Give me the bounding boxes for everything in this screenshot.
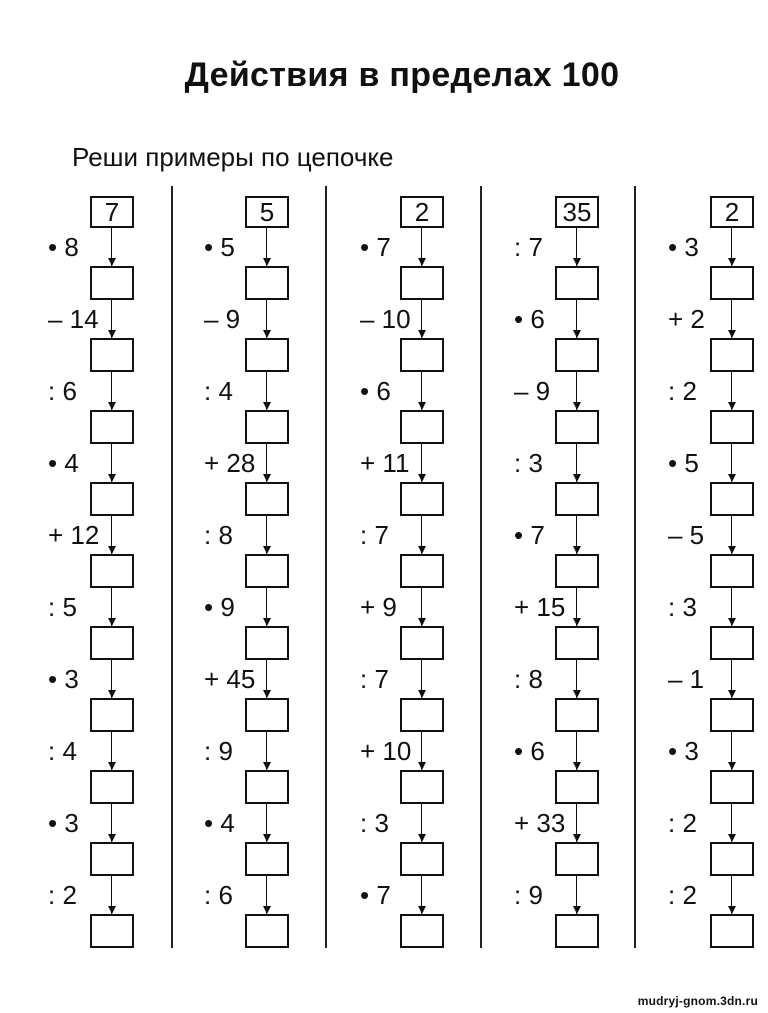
instruction-text: Реши примеры по цепочке (72, 142, 394, 172)
answer-box[interactable] (555, 266, 599, 300)
chain-operation: : 6 (48, 376, 77, 406)
chain-operation: + 28 (204, 448, 256, 478)
chain-operation: + 11 (360, 448, 410, 478)
chain-operation: – 1 (668, 664, 705, 694)
answer-box[interactable] (90, 482, 134, 516)
arrow-down-icon (263, 402, 271, 410)
chain-operation: : 7 (514, 232, 543, 262)
answer-box[interactable] (245, 698, 289, 732)
answer-box[interactable] (245, 266, 289, 300)
chain-operation: – 9 (204, 304, 241, 334)
chain-operation: – 5 (668, 520, 705, 550)
chain-operation: • 8 (48, 232, 79, 262)
arrow-down-icon (418, 546, 426, 554)
arrow-down-icon (108, 330, 116, 338)
answer-box[interactable] (245, 338, 289, 372)
column-divider (325, 186, 327, 948)
arrow-down-icon (418, 762, 426, 770)
answer-box[interactable] (400, 842, 444, 876)
site-watermark: mudryj-gnom.3dn.ru (637, 994, 758, 1008)
chain-operation: : 9 (514, 880, 543, 910)
chain-operation: + 2 (668, 304, 705, 334)
arrow-down-icon (728, 546, 736, 554)
arrow-down-icon (108, 906, 116, 914)
answer-box[interactable] (555, 338, 599, 372)
chain-operation: • 6 (360, 376, 391, 406)
arrow-down-icon (728, 762, 736, 770)
arrow-down-icon (263, 258, 271, 266)
arrow-down-icon (728, 690, 736, 698)
chain-operation: • 3 (48, 664, 79, 694)
arrow-down-icon (418, 258, 426, 266)
answer-box[interactable] (710, 266, 754, 300)
arrow-down-icon (418, 402, 426, 410)
arrow-down-icon (573, 834, 581, 842)
arrow-down-icon (573, 402, 581, 410)
arrow-down-icon (108, 618, 116, 626)
chain-operation: • 4 (204, 808, 235, 838)
column-divider (480, 186, 482, 948)
arrow-down-icon (108, 546, 116, 554)
chain-operation: : 3 (360, 808, 389, 838)
arrow-down-icon (263, 906, 271, 914)
answer-box[interactable] (400, 554, 444, 588)
answer-box[interactable] (710, 554, 754, 588)
chain-operation: : 2 (668, 376, 697, 406)
arrow-down-icon (108, 834, 116, 842)
column-divider (171, 186, 173, 948)
answer-box[interactable] (555, 482, 599, 516)
answer-box[interactable] (400, 482, 444, 516)
chain-operation: : 4 (204, 376, 233, 406)
chain-operation: • 7 (514, 520, 545, 550)
answer-box[interactable] (245, 842, 289, 876)
chain-operation: + 45 (204, 664, 256, 694)
answer-box[interactable] (400, 626, 444, 660)
arrow-down-icon (108, 762, 116, 770)
arrow-down-icon (728, 258, 736, 266)
chain-start-box: 2 (400, 196, 444, 228)
answer-box[interactable] (710, 770, 754, 804)
chain-operation: • 7 (360, 232, 391, 262)
answer-box[interactable] (555, 770, 599, 804)
answer-box[interactable] (400, 266, 444, 300)
chain-operation: • 4 (48, 448, 79, 478)
arrow-down-icon (418, 330, 426, 338)
answer-box[interactable] (710, 698, 754, 732)
answer-box[interactable] (555, 554, 599, 588)
answer-box[interactable] (400, 338, 444, 372)
arrow-down-icon (108, 474, 116, 482)
answer-box[interactable] (245, 410, 289, 444)
chain-operation: : 9 (204, 736, 233, 766)
chain-operation: : 5 (48, 592, 77, 622)
arrow-down-icon (573, 618, 581, 626)
chain-operation: • 6 (514, 304, 545, 334)
answer-box[interactable] (245, 770, 289, 804)
chain-start-box: 7 (90, 196, 134, 228)
chain-operation: • 5 (668, 448, 699, 478)
answer-box[interactable] (710, 914, 754, 948)
answer-box[interactable] (90, 914, 134, 948)
arrow-down-icon (263, 546, 271, 554)
arrow-down-icon (573, 906, 581, 914)
answer-box[interactable] (245, 626, 289, 660)
answer-box[interactable] (400, 698, 444, 732)
arrow-down-icon (573, 546, 581, 554)
answer-box[interactable] (555, 842, 599, 876)
arrow-down-icon (263, 618, 271, 626)
chain-operation: + 10 (360, 736, 412, 766)
arrow-down-icon (728, 330, 736, 338)
arrow-down-icon (728, 474, 736, 482)
arrow-down-icon (108, 402, 116, 410)
chain-operation: : 4 (48, 736, 77, 766)
chain-operation: • 3 (668, 736, 699, 766)
arrow-down-icon (573, 690, 581, 698)
arrow-down-icon (728, 834, 736, 842)
arrow-down-icon (108, 690, 116, 698)
chain-operation: : 2 (668, 808, 697, 838)
chain-operation: + 12 (48, 520, 100, 550)
chain-operation: : 7 (360, 520, 389, 550)
chain-operation: : 2 (48, 880, 77, 910)
answer-box[interactable] (90, 338, 134, 372)
arrow-down-icon (418, 906, 426, 914)
answer-box[interactable] (710, 410, 754, 444)
chain-operation: + 9 (360, 592, 397, 622)
arrow-down-icon (263, 762, 271, 770)
arrow-down-icon (573, 330, 581, 338)
answer-box[interactable] (400, 410, 444, 444)
chain-operation: – 14 (48, 304, 99, 334)
arrow-down-icon (728, 906, 736, 914)
answer-box[interactable] (555, 698, 599, 732)
chain-operation: – 9 (514, 376, 551, 406)
chain-operation: : 3 (514, 448, 543, 478)
chain-operation: : 3 (668, 592, 697, 622)
arrow-down-icon (418, 618, 426, 626)
arrow-down-icon (418, 474, 426, 482)
answer-box[interactable] (555, 410, 599, 444)
arrow-down-icon (263, 834, 271, 842)
chain-operation: : 8 (204, 520, 233, 550)
arrow-down-icon (418, 690, 426, 698)
chain-operation: : 6 (204, 880, 233, 910)
answer-box[interactable] (90, 842, 134, 876)
arrow-down-icon (263, 474, 271, 482)
chain-operation: • 3 (668, 232, 699, 262)
answer-box[interactable] (400, 770, 444, 804)
chain-operation: : 2 (668, 880, 697, 910)
arrow-down-icon (573, 762, 581, 770)
chain-operation: • 7 (360, 880, 391, 910)
answer-box[interactable] (90, 626, 134, 660)
chain-operation: : 7 (360, 664, 389, 694)
chain-operation: • 5 (204, 232, 235, 262)
arrow-down-icon (263, 330, 271, 338)
answer-box[interactable] (90, 554, 134, 588)
chain-operation: + 15 (514, 592, 566, 622)
chain-operation: • 3 (48, 808, 79, 838)
answer-box[interactable] (710, 338, 754, 372)
page-title: Действия в пределах 100 (184, 56, 620, 94)
arrow-down-icon (573, 474, 581, 482)
arrow-down-icon (418, 834, 426, 842)
arrow-down-icon (728, 618, 736, 626)
chain-start-box: 35 (555, 196, 599, 228)
chain-start-box: 5 (245, 196, 289, 228)
arrow-down-icon (263, 690, 271, 698)
column-divider (634, 186, 636, 948)
answer-box[interactable] (245, 482, 289, 516)
answer-box[interactable] (710, 626, 754, 660)
answer-box[interactable] (555, 626, 599, 660)
chain-operation: + 33 (514, 808, 566, 838)
answer-box[interactable] (90, 698, 134, 732)
answer-box[interactable] (710, 482, 754, 516)
chain-operation: : 8 (514, 664, 543, 694)
chain-start-box: 2 (710, 196, 754, 228)
answer-box[interactable] (710, 842, 754, 876)
arrow-down-icon (728, 402, 736, 410)
chain-operation: – 10 (360, 304, 411, 334)
answer-box[interactable] (245, 914, 289, 948)
chain-operation: • 6 (514, 736, 545, 766)
arrow-down-icon (573, 258, 581, 266)
chain-operation: • 9 (204, 592, 235, 622)
answer-box[interactable] (555, 914, 599, 948)
answer-box[interactable] (245, 554, 289, 588)
answer-box[interactable] (90, 770, 134, 804)
arrow-down-icon (108, 258, 116, 266)
answer-box[interactable] (400, 914, 444, 948)
answer-box[interactable] (90, 410, 134, 444)
answer-box[interactable] (90, 266, 134, 300)
